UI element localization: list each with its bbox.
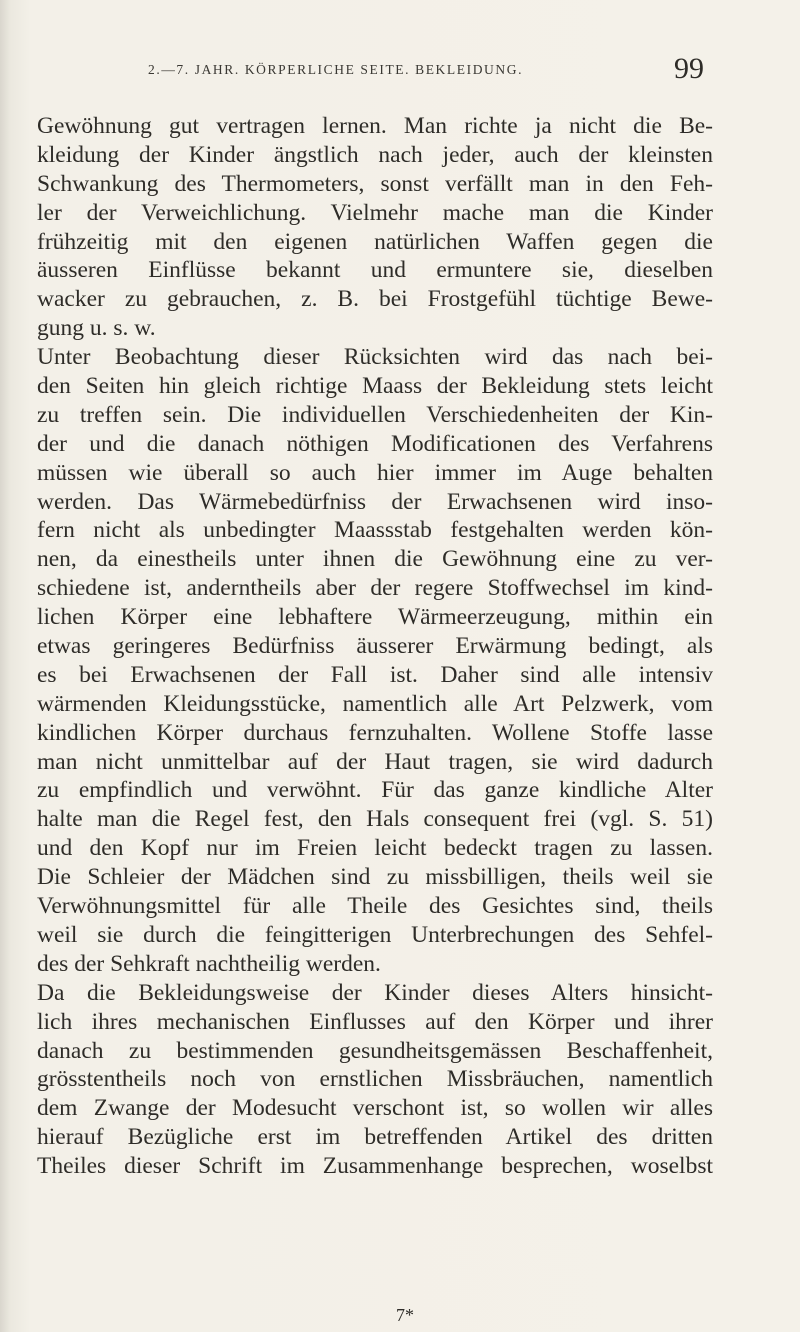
text-line: müssen wie überall so auch hier immer im Auge behalten [37,459,713,486]
text-line: äusseren Einflüsse bekannt und ermuntere sie, dieselben [37,257,713,284]
text-line: Schwankung des Thermometers, sonst verfällt man in den Feh- [37,170,713,197]
text-line: Die Schleier der Mädchen sind zu missbilligen, theils weil sie [37,864,713,891]
text-line: hierauf Bezügliche erst im betreffenden Artikel des dritten [37,1124,713,1151]
text-line: man nicht unmittelbar auf der Haut tragen, sie wird dadurch [37,748,713,775]
text-line: des der Sehkraft nachtheilig werden. [37,950,381,977]
text-line: fern nicht als unbedingter Maassstab festgehalten werden kön- [37,517,713,544]
text-line: Verwöhnungsmittel für alle Theile des Gesichtes sind, theils [37,893,713,920]
text-line: ler der Verweichlichung. Vielmehr mache man die Kinder [37,199,713,226]
body-text [37,112,713,1181]
text-line: halte man die Regel fest, den Hals consequent frei (vgl. S. 51) [37,806,713,833]
text-line: dem Zwange der Modesucht verschont ist, so wollen wir alles [37,1095,713,1122]
signature-mark: 7* [396,1305,414,1325]
text-line: lichen Körper eine lebhaftere Wärmeerzeugung, mithin ein [37,604,713,631]
text-line: zu treffen sein. Die individuellen Verschiedenheiten der Kin- [37,401,713,428]
text-line: Theiles dieser Schrift im Zusammenhange besprechen, woselbst [37,1153,713,1180]
text-line: grösstentheils noch von ernstlichen Missbräuchen, namentlich [37,1066,713,1093]
running-head: 2.—7. JAHR. KÖRPERLICHE SEITE. BEKLEIDUNG. [148,62,524,77]
text-line: wärmenden Kleidungsstücke, namentlich alle Art Pelzwerk, vom [37,690,713,717]
text-line: und den Kopf nur im Freien leicht bedeckt tragen zu lassen. [37,835,713,862]
text-line: kindlichen Körper durchaus fernzuhalten. Wollene Stoffe lasse [37,719,713,746]
text-line: kleidung der Kinder ängstlich nach jeder, auch der kleinsten [37,141,713,168]
text-line: den Seiten hin gleich richtige Maass der Bekleidung stets leicht [37,373,713,400]
text-line: danach zu bestimmenden gesundheitsgemässen Beschaffenheit, [37,1037,713,1064]
text-line: schiedene ist, anderntheils aber der regere Stoffwechsel im kind- [37,575,713,602]
text-line: wacker zu gebrauchen, z. B. bei Frostgefühl tüchtige Bewe- [37,286,713,313]
text-line: weil sie durch die feingitterigen Unterbrechungen des Sehfel- [37,921,713,948]
text-line: es bei Erwachsenen der Fall ist. Daher sind alle intensiv [37,661,713,688]
text-line: nen, da einestheils unter ihnen die Gewöhnung eine zu ver- [37,546,713,573]
text-line: frühzeitig mit den eigenen natürlichen Waffen gegen die [37,228,713,255]
text-line: Gewöhnung gut vertragen lernen. Man richte ja nicht die Be- [37,113,713,139]
text-line: Unter Beobachtung dieser Rücksichten wird das nach bei- [37,344,713,371]
text-line: der und die danach nöthigen Modificationen des Verfahrens [37,430,713,457]
text-line: lich ihres mechanischen Einflusses auf den Körper und ihrer [37,1008,713,1035]
text-line: Da die Bekleidungsweise der Kinder dieses Alters hinsicht- [37,979,713,1006]
text-line: werden. Das Wärmebedürfniss der Erwachsenen wird inso- [37,488,713,515]
text-line: etwas geringeres Bedürfniss äusserer Erwärmung bedingt, als [37,633,713,660]
text-line: zu empfindlich und verwöhnt. Für das ganze kindliche Alter [37,777,713,804]
text-line: gung u. s. w. [37,315,156,342]
page-number: 99 [674,52,704,85]
